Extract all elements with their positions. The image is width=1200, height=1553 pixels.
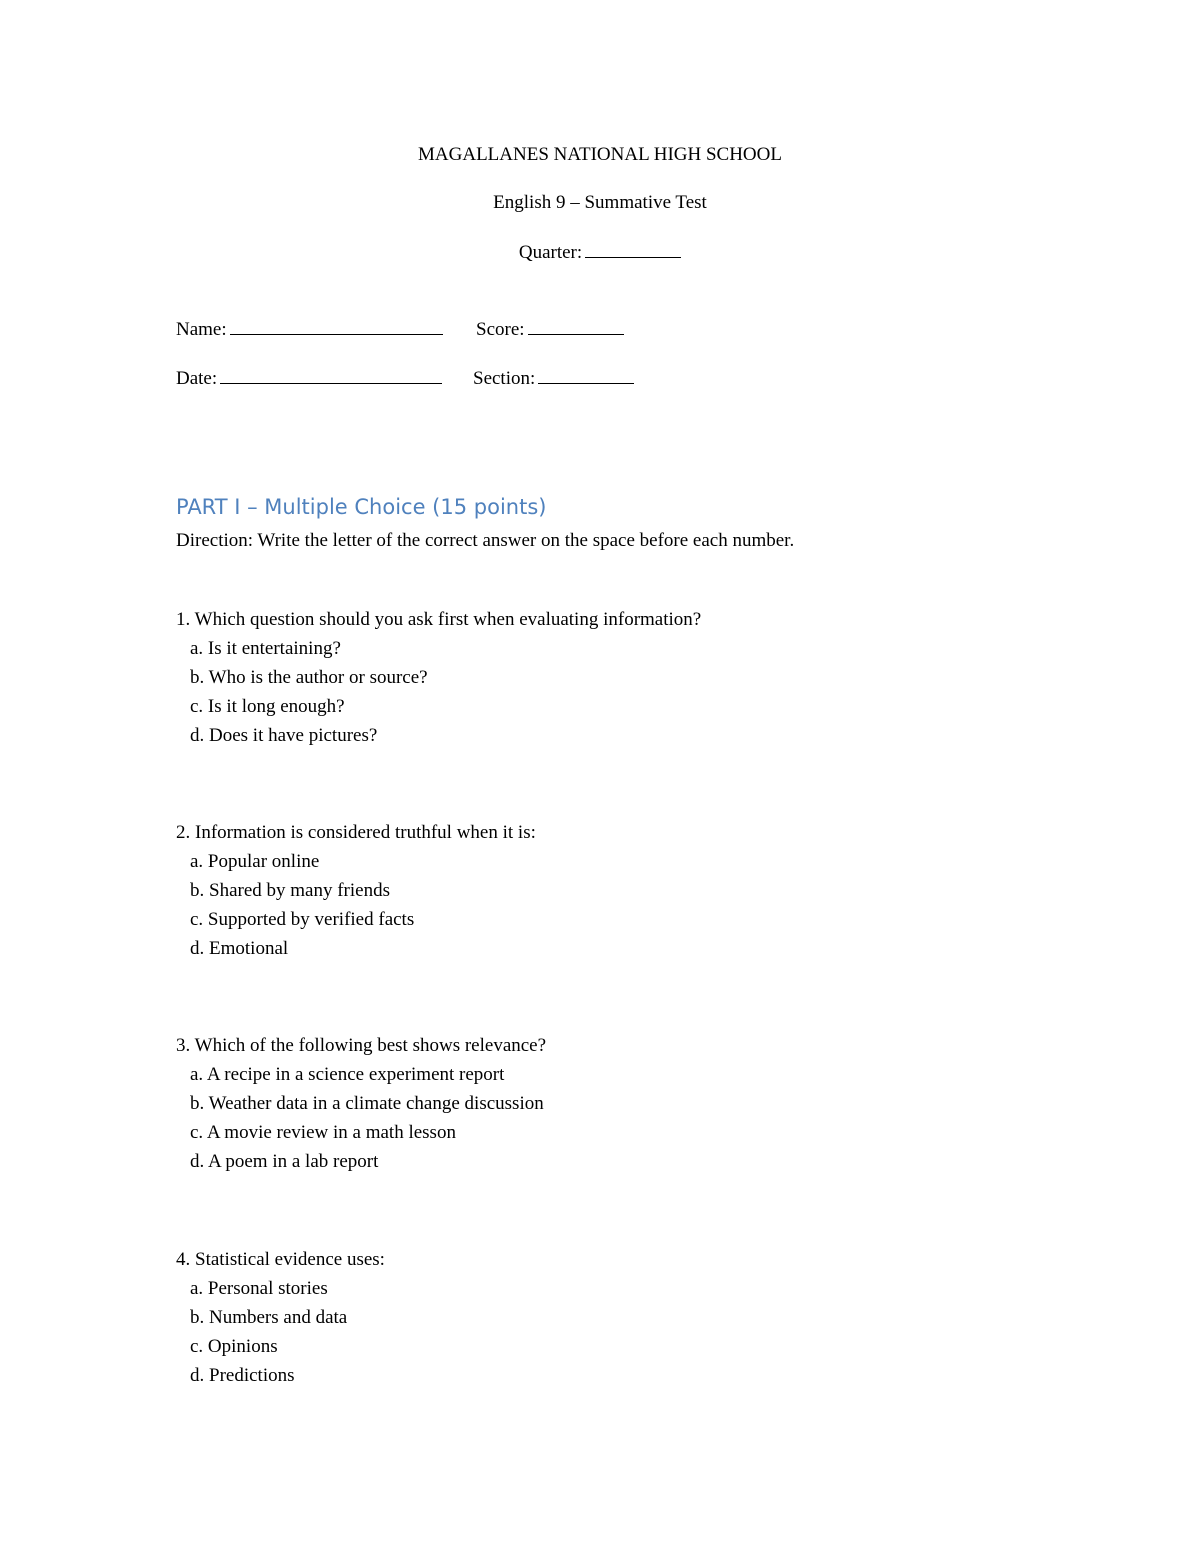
answer-choice: c. A movie review in a math lesson <box>190 1122 456 1143</box>
question <box>176 1245 1076 1390</box>
answer-choice: b. Weather data in a climate change discussion <box>190 1093 544 1114</box>
answer-choice: d. Predictions <box>190 1365 295 1386</box>
date-blank <box>220 366 442 384</box>
section-field <box>473 366 634 391</box>
answer-choice: b. Shared by many friends <box>190 880 390 901</box>
date-label: Date: <box>176 368 218 389</box>
quarter-line <box>0 240 1200 265</box>
part-heading: PART I – Multiple Choice (15 points) <box>176 495 547 519</box>
answer-choice: a. Is it entertaining? <box>190 638 341 659</box>
answer-choice: a. Popular online <box>190 851 320 872</box>
answer-choice: d. A poem in a lab report <box>190 1151 379 1172</box>
score-field <box>476 317 624 342</box>
answer-choice: c. Opinions <box>190 1336 278 1357</box>
question <box>176 818 1076 963</box>
answer-choice: c. Supported by verified facts <box>190 909 415 930</box>
question <box>176 1031 1076 1176</box>
question-stem: 2. Information is considered truthful when it is: <box>176 822 536 843</box>
answer-choice: c. Is it long enough? <box>190 696 345 717</box>
score-label: Score: <box>476 319 525 340</box>
date-section-row <box>176 366 536 462</box>
answer-choice: a. Personal stories <box>190 1278 328 1299</box>
answer-choice: d. Does it have pictures? <box>190 725 378 746</box>
school-name: MAGALLANES NATIONAL HIGH SCHOOL <box>418 144 782 165</box>
answer-choice: a. A recipe in a science experiment report <box>190 1064 505 1085</box>
test-title: English 9 – Summative Test <box>493 192 707 213</box>
name-field <box>176 317 443 342</box>
question-stem: 3. Which of the following best shows relevance? <box>176 1035 547 1056</box>
section-label: Section: <box>473 368 536 389</box>
score-blank <box>528 317 624 335</box>
question-stem: 4. Statistical evidence uses: <box>176 1249 385 1270</box>
answer-choice: b. Numbers and data <box>190 1307 348 1328</box>
question-stem: 1. Which question should you ask first when evaluating information? <box>176 609 702 630</box>
question <box>176 605 1076 750</box>
name-blank <box>230 317 443 335</box>
answer-choice: d. Emotional <box>190 938 289 959</box>
direction-text: Direction: Write the letter of the correct answer on the space before each number. <box>176 530 795 551</box>
quarter-label: Quarter: <box>518 242 583 263</box>
quarter-blank <box>585 240 681 258</box>
answer-choice: b. Who is the author or source? <box>190 667 428 688</box>
date-field <box>176 366 442 391</box>
section-blank <box>538 366 634 384</box>
name-label: Name: <box>176 319 227 340</box>
